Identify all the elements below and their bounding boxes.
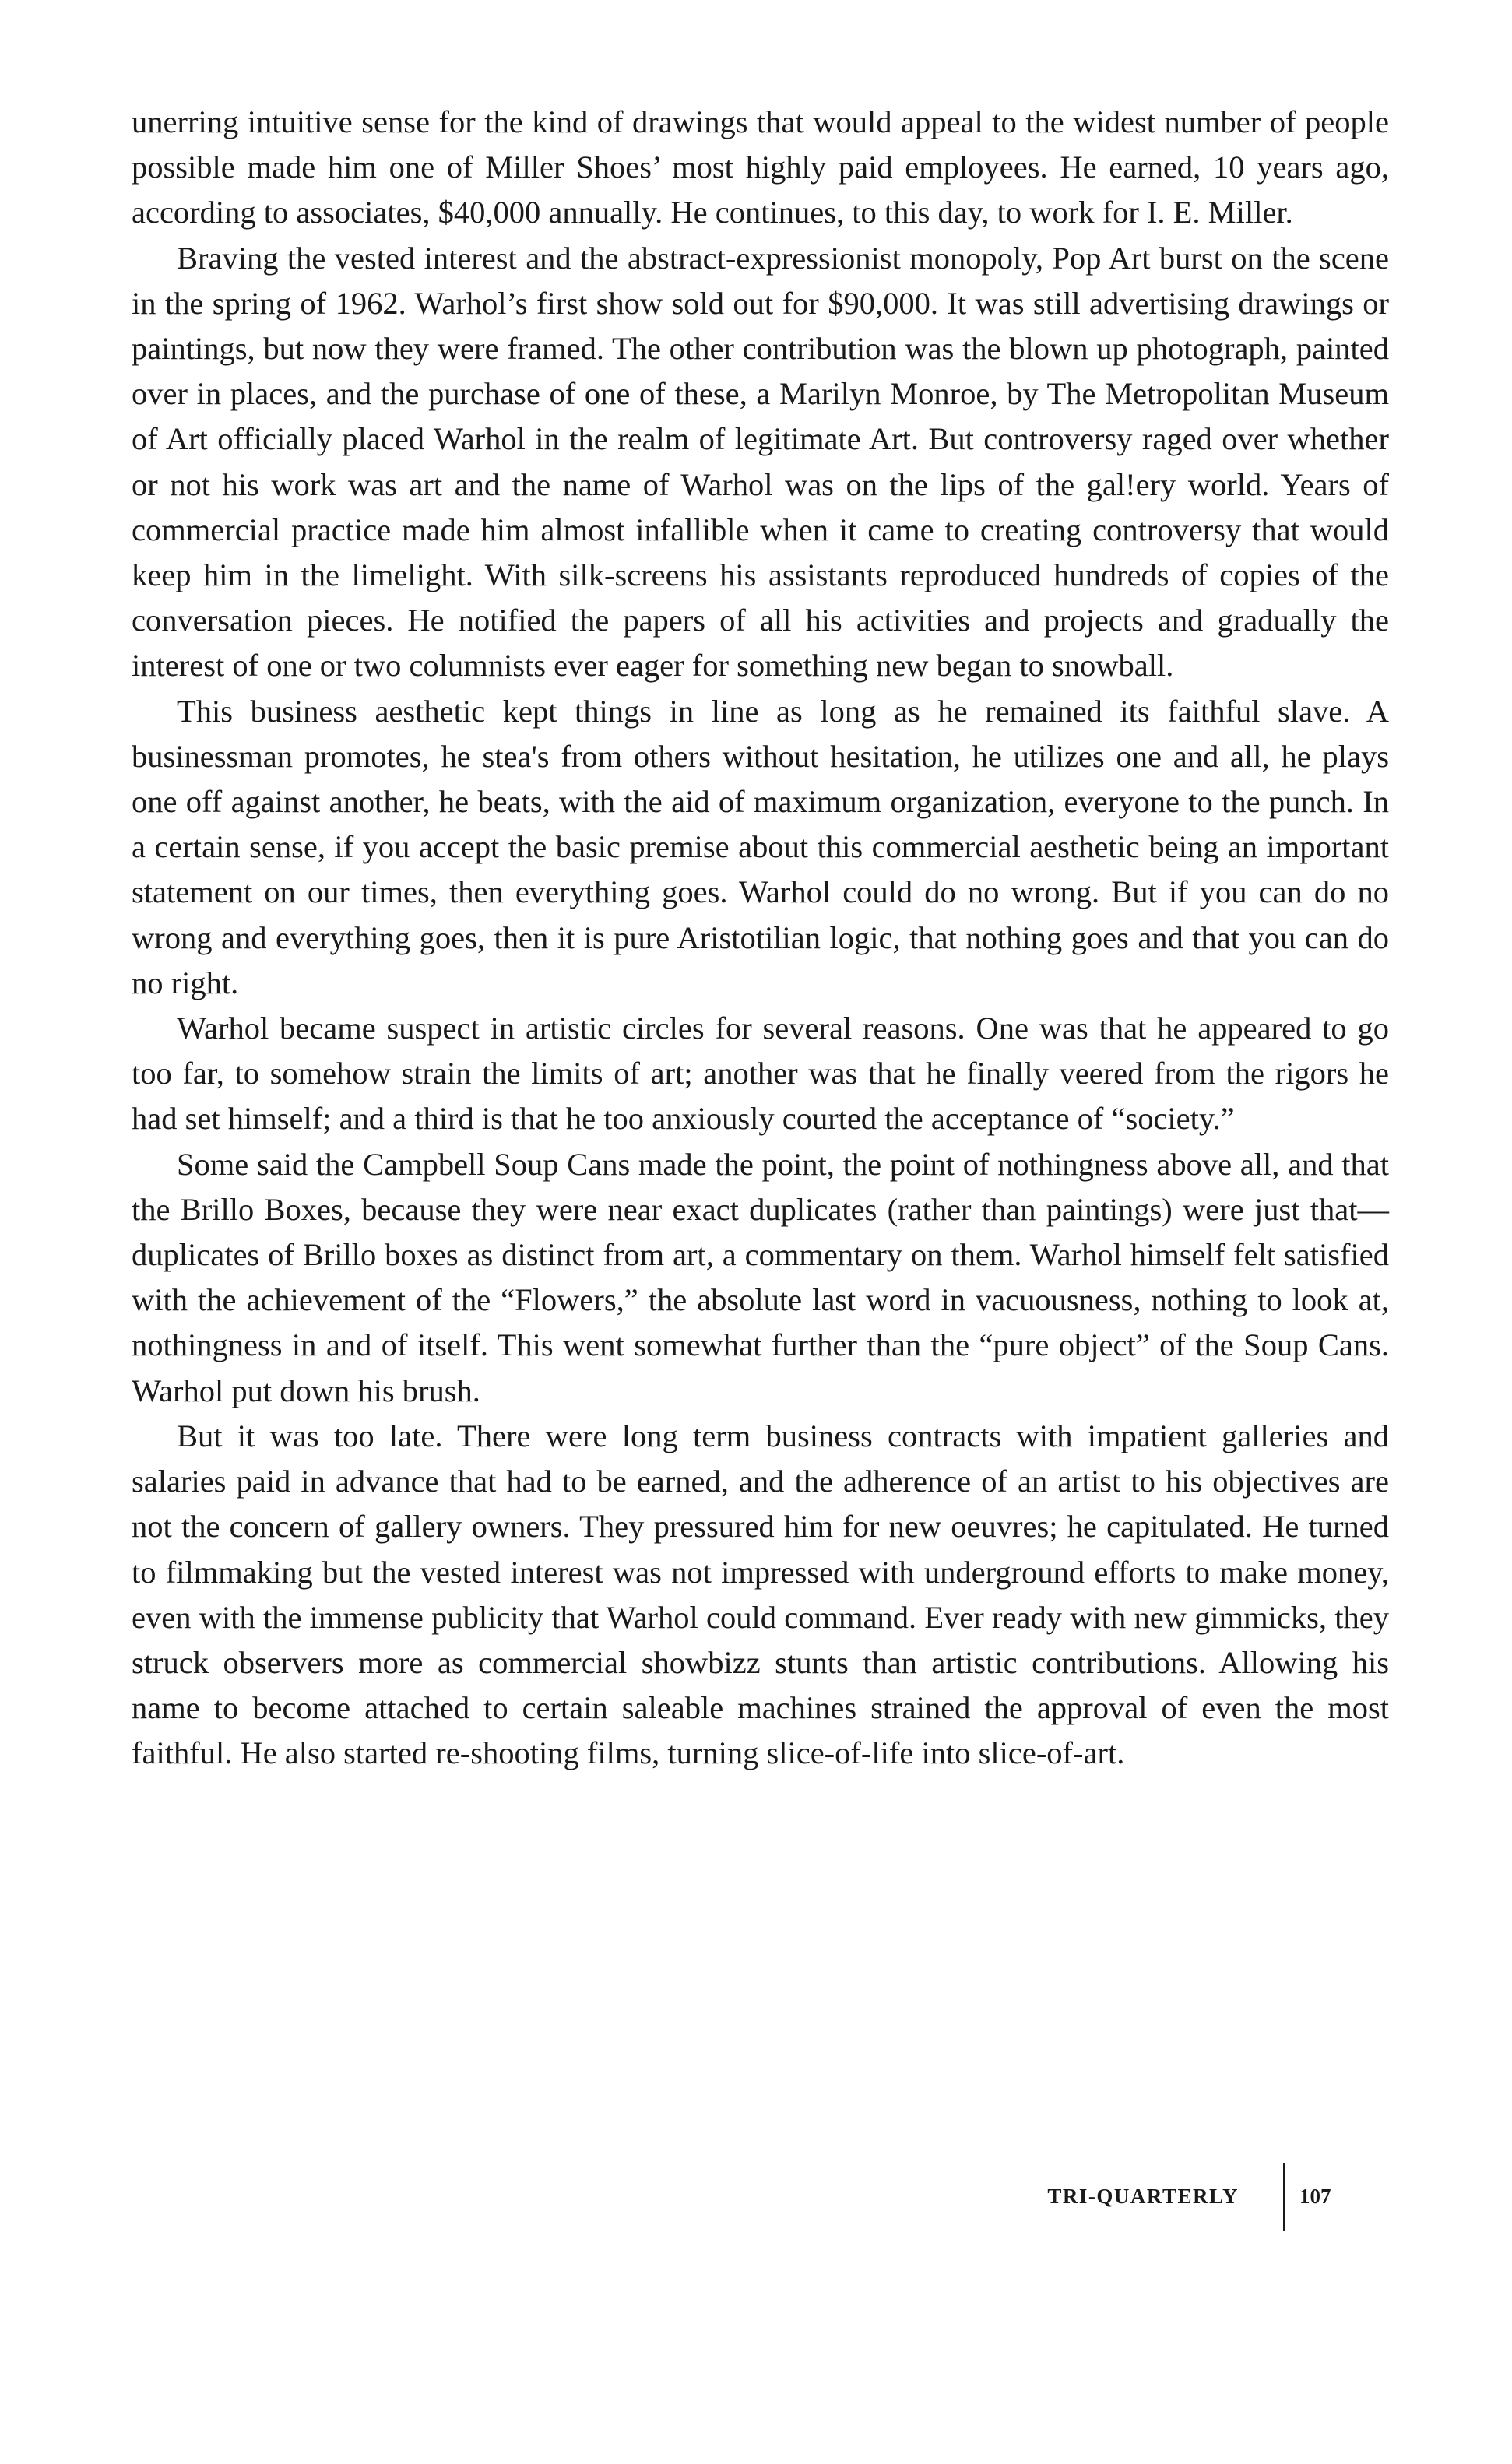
paragraph-continuation: unerring intuitive sense for the kind of drawings that would appeal to the widest number of people possible made him one of Miller Shoes’ most highly paid employees. He earned, 10 years ago, according to associates, $40,000 annually. He continues, to this day, to work for I. E. Miller. xyxy=(132,104,1389,230)
body-text xyxy=(132,100,1389,1777)
paragraph-pop-art: Braving the vested interest and the abstract-expressionist monopoly, Pop Art burst on the scene in the spring of 1962. Warhol’s first show sold out for $90,000. It was still advertising drawings or paintings, but now they were framed. The other contribution was the blown up photograph, painted over in places, and the purchase of one of these, a Marilyn Monroe, by The Metropolitan Museum of Art officially placed Warhol in the realm of legitimate Art. But controversy raged over whether or not his work was art and the name of Warhol was on the lips of the gal!ery world. Years of commercial practice made him almost infallible when it came to creating controversy that would keep him in the limelight. With silk-screens his assistants reproduced hundreds of copies of the conversation pieces. He notified the papers of all his activities and projects and gradually the interest of one or two columnists ever eager for something new began to snowball. xyxy=(132,240,1389,684)
paragraph-business-aesthetic: This business aesthetic kept things in line as long as he remained its faithful slave. A businessman promotes, he stea's from others without hesitation, he utilizes one and all, he plays one off against another, he beats, with the aid of maximum organization, everyone to the punch. In a certain sense, if you accept the basic premise about this commercial aesthetic being an important statement on our times, then everything goes. Warhol could do no wrong. But if you can do no wrong and everything goes, then it is pure Aristotilian logic, that nothing goes and that you can do no right. xyxy=(132,693,1389,1000)
paragraph-too-late: But it was too late. There were long term business contracts with impatient galleries and salaries paid in advance that had to be earned, and the adherence of an artist to his objectives are not the concern of gallery owners. They pressured him for new oeuvres; he capitulated. He turned to filmmaking but the vested interest was not impressed with underground efforts to make money, even with the immense publicity that Warhol could command. Ever ready with new gimmicks, they struck observers more as commercial showbizz stunts than artistic contributions. Allowing his name to become attached to certain saleable machines strained the approval of even the most faithful. He also started re-shooting films, turning slice-of-life into slice-of-art. xyxy=(132,1418,1389,1771)
page-number: 107 xyxy=(1299,2185,1331,2208)
paragraph-suspect: Warhol became suspect in artistic circles for several reasons. One was that he appeared to go too far, to somehow strain the limits of art; another was that he finally veered from the rigors he had set himself; and a third is that he too anxiously courted the acceptance of “society.” xyxy=(132,1011,1389,1137)
paragraph-soup-cans: Some said the Campbell Soup Cans made the point, the point of nothingness above all, and that the Brillo Boxes, because they were near exact duplicates (rather than paintings) were just that—duplicates of Brillo boxes as distinct from art, a commentary on them. Warhol himself felt satisfied with the achievement of the “Flowers,” the absolute last word in vacuousness, nothing to look at, nothingness in and of itself. This went somewhat further than the “pure object” of the Soup Cans. Warhol put down his brush. xyxy=(132,1146,1389,1408)
footer-divider xyxy=(1283,2163,1285,2231)
journal-name: TRI-QUARTERLY xyxy=(1047,2185,1239,2208)
page-footer xyxy=(1046,2163,1341,2231)
